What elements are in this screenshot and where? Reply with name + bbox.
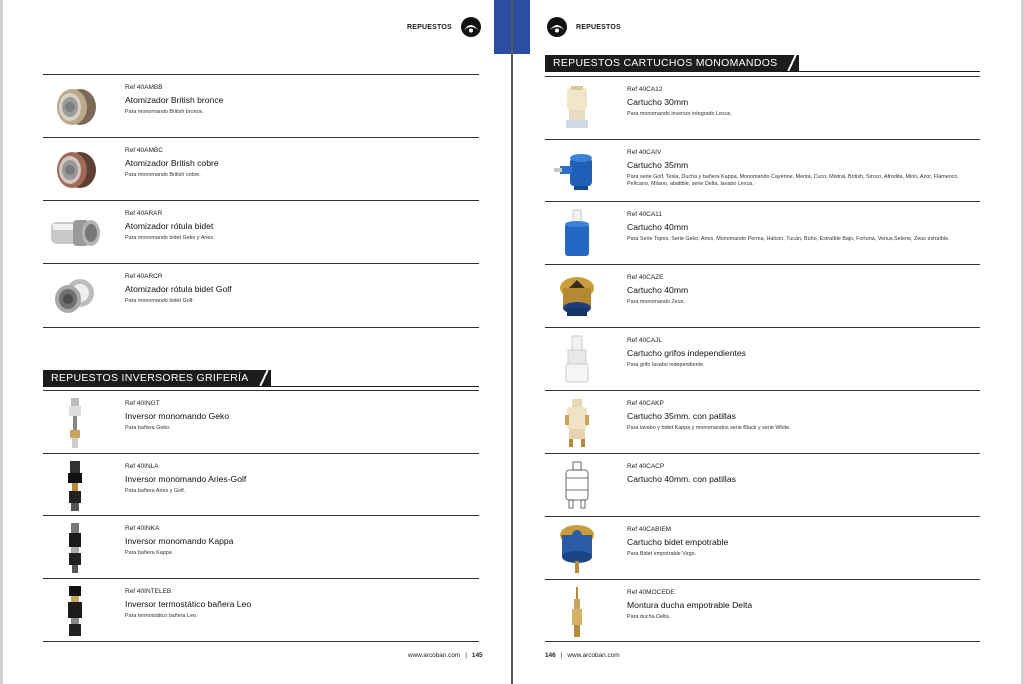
cartridge-30-icon xyxy=(545,82,609,136)
product-ref: Ref 40CA11 xyxy=(627,211,662,218)
footer-url: www.arcoban.com xyxy=(567,652,620,659)
right-header-text: REPUESTOS xyxy=(576,23,621,31)
product-ref: Ref 40INGT xyxy=(125,400,160,407)
product-ref: Ref 40ARCR xyxy=(125,273,163,280)
arcoban-logo-icon xyxy=(460,16,482,38)
diverter-aries-icon xyxy=(43,459,107,513)
footer-url: www.arcoban.com xyxy=(408,652,461,659)
product-title: Cartucho 30mm xyxy=(627,97,689,107)
product-item xyxy=(545,581,985,643)
product-desc: Para monomando inversor integrado Lexus. xyxy=(627,111,732,117)
product-desc: Para bañera Aries y Golf. xyxy=(125,488,186,494)
product-desc: Para bañera Geko. xyxy=(125,425,171,431)
product-desc: Para grifo lavabo independiente. xyxy=(627,362,705,368)
product-item xyxy=(545,203,985,265)
product-ref: Ref 40CAKP xyxy=(627,400,664,407)
product-title: Cartucho 40mm. con patillas xyxy=(627,474,736,484)
aerator-copper-icon xyxy=(43,143,107,197)
product-item xyxy=(545,266,985,328)
section-title: REPUESTOS INVERSORES GRIFERÍA xyxy=(43,370,257,386)
product-desc: Para ducha Delta. xyxy=(627,614,671,620)
cartridge-independent-icon xyxy=(545,333,609,387)
product-title: Inversor monomando Geko xyxy=(125,411,230,421)
product-item xyxy=(43,455,483,517)
product-desc: Para bañera Kappa xyxy=(125,550,172,556)
product-desc: Para monomando bidet Golf. xyxy=(125,298,194,304)
product-item xyxy=(43,139,483,201)
right-header xyxy=(546,16,621,38)
product-title: Montura ducha empotrable Delta xyxy=(627,600,753,610)
product-title: Atomizador British cobre xyxy=(125,158,219,168)
product-desc: Para monomando British bronce. xyxy=(125,109,204,115)
section-bar-notch xyxy=(785,55,799,71)
product-item xyxy=(43,202,483,264)
valve-delta-icon xyxy=(545,585,609,639)
product-ref: Ref 40CA12 xyxy=(627,86,663,93)
footer-separator: | xyxy=(560,652,563,659)
aerator-bronze-icon xyxy=(43,80,107,134)
left-header xyxy=(407,16,482,38)
product-desc: Para monomando Zeus. xyxy=(627,299,685,305)
section-rule xyxy=(545,71,980,72)
cartridge-40-icon xyxy=(545,207,609,261)
diverter-leo-icon xyxy=(43,584,107,638)
page-number: 145 xyxy=(471,652,483,659)
left-footer xyxy=(408,652,483,659)
product-desc: Para Serie Topos, Serie Geko, Aries, Monomando Perma, Halcón, Tucán, Búho, Extraíble Bajo, Fortuna, Venus,Selene, Zeus extraíble. xyxy=(627,236,950,242)
left-header-text: REPUESTOS xyxy=(407,23,452,31)
product-item xyxy=(545,455,985,517)
product-item xyxy=(545,392,985,454)
product-item xyxy=(43,517,483,579)
section-title: REPUESTOS CARTUCHOS MONOMANDOS xyxy=(545,55,785,71)
product-title: Cartucho grifos independientes xyxy=(627,348,746,358)
diverter-kappa-icon xyxy=(43,521,107,575)
blue-tab-left xyxy=(494,0,511,54)
diverter-geko-icon xyxy=(43,396,107,450)
product-ref: Ref 40CAZE xyxy=(627,274,664,281)
product-item xyxy=(545,518,985,580)
product-title: Cartucho 35mm. con patillas xyxy=(627,411,736,421)
product-title: Cartucho 35mm xyxy=(627,160,689,170)
section-title-bar xyxy=(545,55,799,71)
section-title-bar xyxy=(43,370,271,386)
footer-separator: | xyxy=(465,652,467,659)
section-bar-notch xyxy=(257,370,271,386)
product-ref: Ref 40INLA xyxy=(125,463,159,470)
right-footer xyxy=(545,652,620,659)
product-title: Inversor monomando Aries-Golf xyxy=(125,474,247,484)
product-desc: Para Bidet empotrable Virgo. xyxy=(627,551,697,557)
product-title: Inversor monomando Kappa xyxy=(125,536,234,546)
product-title: Cartucho bidet empotrable xyxy=(627,537,729,547)
product-ref: Ref 40INTELEB xyxy=(125,588,172,595)
product-item xyxy=(43,580,483,642)
book-spine xyxy=(511,0,513,684)
product-ref: Ref 40CAIV xyxy=(627,149,662,156)
cartridge-40-zeus-icon xyxy=(545,270,609,324)
section-rule xyxy=(43,386,479,387)
product-item xyxy=(545,78,985,140)
divider xyxy=(43,390,479,391)
product-desc: Para monomando British cobre. xyxy=(125,172,201,178)
product-ref: Ref 40INKA xyxy=(125,525,160,532)
product-desc: Para serie Golf, Tesla, Ducha y bañera Kappa, Monomando Cayenne, Menta, Cuco, Mistral, British, Siroco, Afrodita, Mirlo, Azor, Flamenco, Pelícano, Milano, abatible, serie Delta, lavabo Lexus. xyxy=(627,174,959,188)
left-page-edge xyxy=(0,0,3,684)
product-ref: Ref 40ARAR xyxy=(125,210,163,217)
product-ref: Ref 40AMBB xyxy=(125,84,163,91)
product-item xyxy=(43,265,483,327)
cartridge-35-legs-icon xyxy=(545,396,609,450)
product-item xyxy=(43,392,483,454)
product-item xyxy=(545,329,985,391)
page-number: 146 xyxy=(545,652,556,659)
swivel-aerator-golf-icon xyxy=(43,269,107,323)
product-ref: Ref 40CABIEM xyxy=(627,526,672,533)
product-desc: Para termostático bañera Leo. xyxy=(125,613,198,619)
product-title: Cartucho 40mm xyxy=(627,285,689,295)
product-title: Cartucho 40mm xyxy=(627,222,689,232)
product-ref: Ref 40AMBC xyxy=(125,147,163,154)
product-ref: Ref 40CAJL xyxy=(627,337,663,344)
swivel-aerator-icon xyxy=(43,206,107,260)
cartridge-40-legs-icon xyxy=(545,459,609,513)
cartridge-bidet-icon xyxy=(545,522,609,576)
divider xyxy=(43,327,479,328)
product-title: Atomizador rótula bidet Golf xyxy=(125,284,232,294)
product-ref: Ref 40CACP xyxy=(627,463,665,470)
product-desc: Para lavabo y bidet Kappa y monomandos serie Black y serie White. xyxy=(627,425,791,431)
product-title: Atomizador rótula bidet xyxy=(125,221,214,231)
product-ref: Ref 40MOCEDE xyxy=(627,589,675,596)
arcoban-logo-icon xyxy=(546,16,568,38)
product-item xyxy=(43,76,483,138)
divider xyxy=(43,74,479,75)
product-title: Atomizador British bronce xyxy=(125,95,224,105)
divider xyxy=(545,76,980,77)
product-title: Inversor termostático bañera Leo xyxy=(125,599,252,609)
blue-tab-right xyxy=(513,0,530,54)
cartridge-35-icon xyxy=(545,145,609,199)
product-desc: Para monomando bidet Geko y Aries. xyxy=(125,235,215,241)
product-item xyxy=(545,141,985,203)
